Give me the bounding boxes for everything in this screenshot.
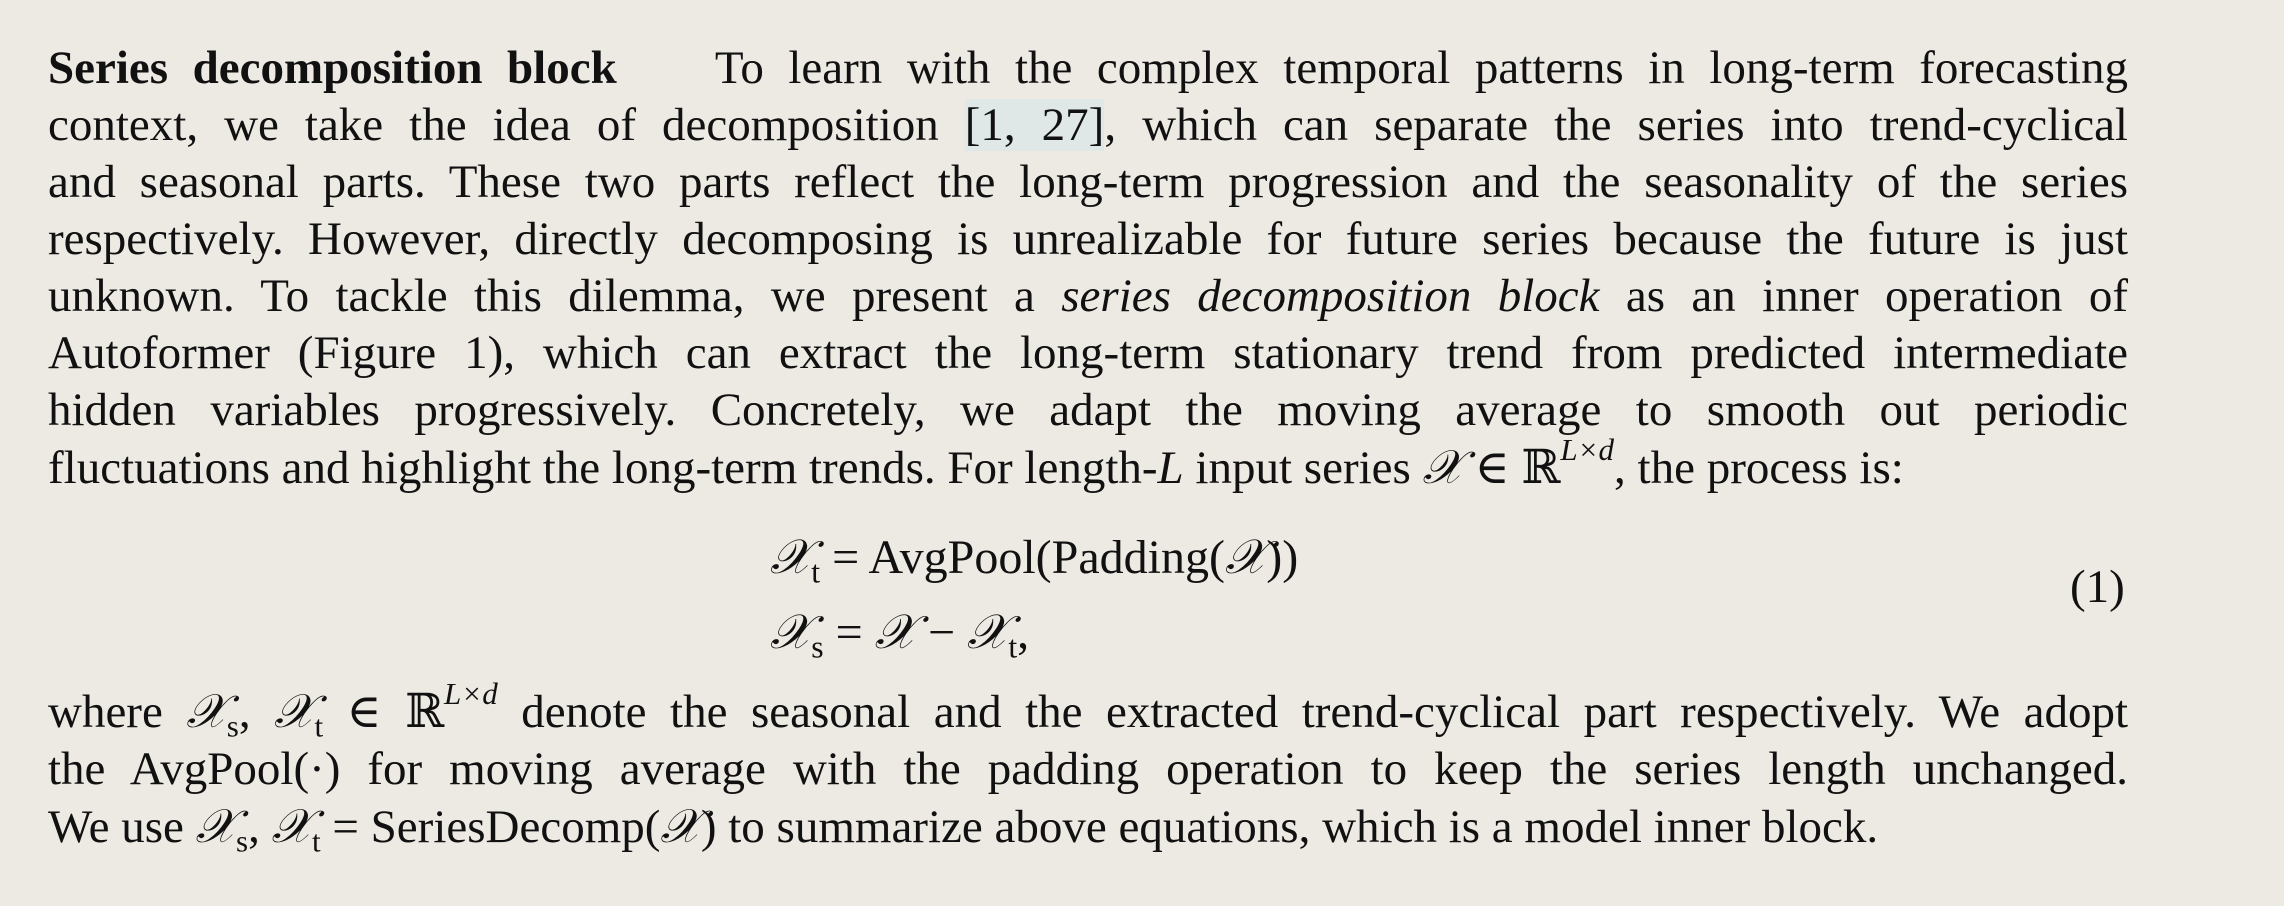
math-avgpool: AvgPool(·)	[129, 743, 341, 795]
equation-block	[770, 520, 1298, 670]
para1-line-7: hidden variables progressively. Concretely, we adapt the moving average to smooth out periodic	[48, 384, 2128, 436]
equation-line-2: 𝒳$_s$ = 𝒳 − 𝒳$_t$,	[770, 604, 1030, 665]
decomposition-explanation-paragraph	[48, 675, 2129, 859]
para1-line-6: Autoformer (Figure 1), which can extract the long-term stationary trend from predicted intermediate	[48, 327, 2128, 379]
math-seriesdecomp: SeriesDecomp(	[370, 801, 661, 853]
section-heading: Series decomposition block	[48, 42, 617, 94]
para2-line-3: We use 𝒳$_s$, 𝒳$_t$ = SeriesDecomp(𝒳) to summarize above equations, which is a model inner block.	[48, 799, 1879, 859]
para1-line-1: Series decomposition block To learn with the complex temporal patterns in long-term forecasting	[48, 42, 2128, 94]
math-reals: ℝ	[1521, 440, 1561, 495]
para2-line-2: the AvgPool(·) for moving average with the padding operation to keep the series length unchanged.	[48, 743, 2129, 795]
para1-line-3: and seasonal parts. These two parts reflect the long-term progression and the seasonality of the series	[48, 156, 2128, 208]
italic-term: series decomposition block	[1061, 270, 1600, 322]
citation-link[interactable]: [1, 27]	[964, 99, 1105, 151]
series-decomposition-paragraph	[48, 40, 2128, 497]
para1-line-5: unknown. To tackle this dilemma, we present a series decomposition block as an inner operation of	[48, 270, 2128, 322]
para1-line-4: respectively. However, directly decomposing is unrealizable for future series because the future is just	[48, 213, 2128, 265]
para2-line-1: where 𝒳$_s$, 𝒳$_t$ ∈ ℝ$^{L\times d}$ denote the seasonal and the extracted trend-cyclical part respectively. We adopt	[48, 675, 2129, 744]
para1-line-2: context, we take the idea of decomposition [1, 27], which can separate the series into trend-cyclical	[48, 99, 2128, 151]
equation-line-1: 𝒳$_t$ = AvgPool(Padding(𝒳))	[770, 529, 1299, 590]
math-calX: 𝒳	[1422, 440, 1463, 495]
para1-line-8: fluctuations and highlight the long-term trends. For length-L input series 𝒳 ∈ ℝ$^{L\times d}$, the process is:	[48, 431, 1904, 495]
math-var-L: L	[1157, 442, 1184, 494]
equation-number: (1)	[2070, 561, 2125, 613]
